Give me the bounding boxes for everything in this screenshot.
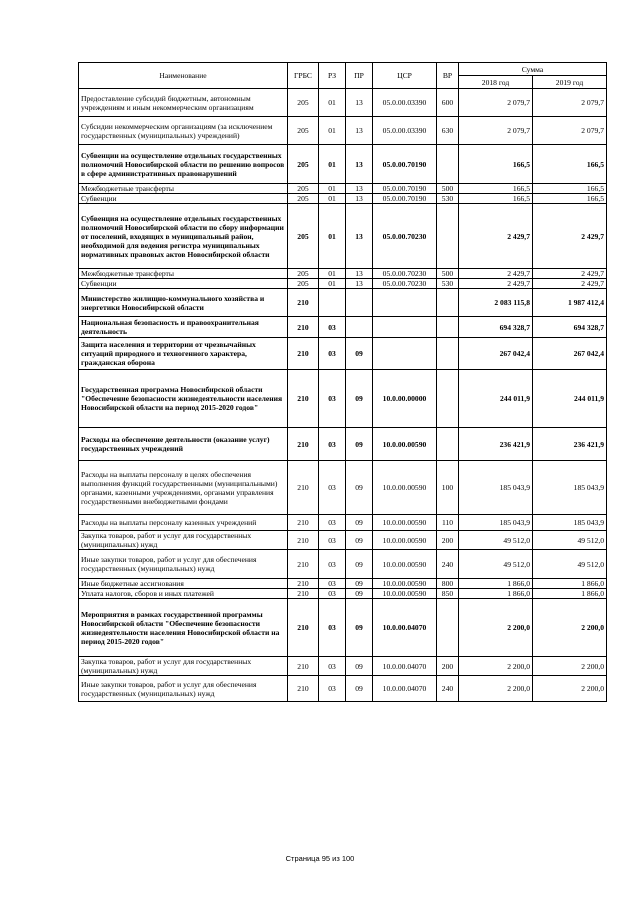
cell-pr: 13 <box>346 204 373 269</box>
cell-y2019: 694 328,7 <box>533 317 607 338</box>
cell-rz: 01 <box>319 279 346 289</box>
cell-pr: 09 <box>346 676 373 702</box>
cell-grbs: 210 <box>288 599 319 657</box>
cell-grbs: 210 <box>288 338 319 370</box>
cell-rz: 03 <box>319 657 346 676</box>
cell-name: Государственная программа Новосибирской области "Обеспечение безопасности жизнедеятельности населения Новосибирской области на период 2015-2020 годов" <box>79 370 288 428</box>
cell-name: Министерство жилищно-коммунального хозяйства и энергетики Новосибирской области <box>79 289 288 317</box>
cell-y2018: 2 200,0 <box>459 676 533 702</box>
cell-y2019: 2 079,7 <box>533 117 607 145</box>
cell-csr: 05.0.00.70190 <box>373 194 437 204</box>
cell-vr: 630 <box>437 117 459 145</box>
cell-pr: 13 <box>346 269 373 279</box>
cell-name: Предоставление субсидий бюджетным, автономным учреждениям и иным некоммерческим организациям <box>79 89 288 117</box>
cell-grbs: 210 <box>288 515 319 531</box>
cell-vr <box>437 428 459 461</box>
cell-vr: 110 <box>437 515 459 531</box>
table-row <box>79 428 607 461</box>
cell-pr: 13 <box>346 184 373 194</box>
header-pr: ПР <box>346 63 373 89</box>
cell-vr <box>437 338 459 370</box>
cell-csr: 05.0.00.03390 <box>373 89 437 117</box>
cell-csr: 05.0.00.03390 <box>373 117 437 145</box>
cell-pr: 09 <box>346 515 373 531</box>
cell-vr: 600 <box>437 89 459 117</box>
cell-vr: 200 <box>437 531 459 550</box>
cell-csr: 10.0.00.04070 <box>373 657 437 676</box>
cell-rz: 03 <box>319 589 346 599</box>
cell-grbs: 210 <box>288 370 319 428</box>
cell-grbs: 205 <box>288 145 319 184</box>
cell-name: Иные закупки товаров, работ и услуг для обеспечения государственных (муниципальных) нужд <box>79 550 288 579</box>
cell-y2019: 1 866,0 <box>533 579 607 589</box>
cell-pr: 13 <box>346 117 373 145</box>
cell-y2018: 49 512,0 <box>459 531 533 550</box>
table-row <box>79 269 607 279</box>
cell-vr: 500 <box>437 269 459 279</box>
cell-pr: 13 <box>346 89 373 117</box>
cell-rz <box>319 289 346 317</box>
cell-csr: 10.0.00.00590 <box>373 515 437 531</box>
cell-y2019: 185 043,9 <box>533 461 607 515</box>
cell-rz: 01 <box>319 194 346 204</box>
cell-vr: 800 <box>437 579 459 589</box>
cell-vr <box>437 289 459 317</box>
cell-csr: 05.0.00.70230 <box>373 269 437 279</box>
cell-csr: 05.0.00.70230 <box>373 204 437 269</box>
cell-y2019: 166,5 <box>533 194 607 204</box>
cell-vr: 240 <box>437 676 459 702</box>
cell-name: Закупка товаров, работ и услуг для государственных (муниципальных) нужд <box>79 657 288 676</box>
cell-grbs: 205 <box>288 89 319 117</box>
cell-name: Уплата налогов, сборов и иных платежей <box>79 589 288 599</box>
cell-y2018: 166,5 <box>459 194 533 204</box>
cell-y2018: 185 043,9 <box>459 461 533 515</box>
cell-y2018: 2 079,7 <box>459 117 533 145</box>
cell-y2018: 244 011,9 <box>459 370 533 428</box>
header-rz: РЗ <box>319 63 346 89</box>
table-row <box>79 515 607 531</box>
cell-y2019: 166,5 <box>533 145 607 184</box>
cell-csr: 10.0.00.04070 <box>373 599 437 657</box>
cell-y2018: 185 043,9 <box>459 515 533 531</box>
cell-y2019: 49 512,0 <box>533 531 607 550</box>
table-row <box>79 676 607 702</box>
table-row <box>79 599 607 657</box>
cell-name: Межбюджетные трансферты <box>79 184 288 194</box>
cell-name: Субвенция на осуществление отдельных государственных полномочий Новосибирской области по сбору информации от поселений, входящих в муниципальный район, необходимой для ведения регистра муниципальных нормативных правовых актов Новосибирской области <box>79 204 288 269</box>
cell-rz: 01 <box>319 89 346 117</box>
cell-y2019: 2 200,0 <box>533 676 607 702</box>
cell-y2019: 185 043,9 <box>533 515 607 531</box>
cell-name: Субсидии некоммерческим организациям (за исключением государственных (муниципальных) учреждений) <box>79 117 288 145</box>
cell-rz: 01 <box>319 145 346 184</box>
cell-y2018: 1 866,0 <box>459 589 533 599</box>
cell-name: Мероприятия в рамках государственной программы Новосибирской области "Обеспечение безопасности жизнедеятельности населения Новосибирской области на период 2015-2020 годов" <box>79 599 288 657</box>
cell-csr: 10.0.00.00590 <box>373 550 437 579</box>
table-row <box>79 579 607 589</box>
cell-vr: 100 <box>437 461 459 515</box>
cell-csr: 10.0.00.00590 <box>373 579 437 589</box>
cell-name: Расходы на обеспечение деятельности (оказание услуг) государственных учреждений <box>79 428 288 461</box>
cell-grbs: 205 <box>288 204 319 269</box>
cell-y2019: 166,5 <box>533 184 607 194</box>
cell-y2019: 2 200,0 <box>533 657 607 676</box>
cell-grbs: 210 <box>288 461 319 515</box>
cell-pr: 09 <box>346 338 373 370</box>
cell-y2019: 2 429,7 <box>533 204 607 269</box>
cell-y2018: 2 429,7 <box>459 279 533 289</box>
cell-pr: 13 <box>346 279 373 289</box>
table-row <box>79 550 607 579</box>
table-row <box>79 338 607 370</box>
cell-csr <box>373 338 437 370</box>
table-row <box>79 117 607 145</box>
cell-y2018: 694 328,7 <box>459 317 533 338</box>
cell-grbs: 210 <box>288 428 319 461</box>
header-2018: 2018 год <box>459 76 533 89</box>
cell-grbs: 205 <box>288 279 319 289</box>
cell-pr: 09 <box>346 428 373 461</box>
table-row <box>79 317 607 338</box>
cell-pr: 09 <box>346 370 373 428</box>
cell-y2019: 244 011,9 <box>533 370 607 428</box>
cell-rz: 03 <box>319 676 346 702</box>
table-row <box>79 184 607 194</box>
header-name: Наименование <box>79 63 288 89</box>
cell-name: Межбюджетные трансферты <box>79 269 288 279</box>
header-2019: 2019 год <box>533 76 607 89</box>
cell-y2018: 49 512,0 <box>459 550 533 579</box>
cell-csr: 05.0.00.70190 <box>373 184 437 194</box>
cell-pr: 09 <box>346 657 373 676</box>
cell-rz: 03 <box>319 428 346 461</box>
cell-y2018: 166,5 <box>459 145 533 184</box>
cell-y2018: 2 429,7 <box>459 204 533 269</box>
header-csr: ЦСР <box>373 63 437 89</box>
cell-name: Иные бюджетные ассигнования <box>79 579 288 589</box>
cell-vr: 850 <box>437 589 459 599</box>
cell-grbs: 205 <box>288 184 319 194</box>
table-row <box>79 657 607 676</box>
cell-grbs: 210 <box>288 579 319 589</box>
cell-y2018: 2 429,7 <box>459 269 533 279</box>
cell-name: Защита населения и территории от чрезвычайных ситуаций природного и техногенного характера, гражданская оборона <box>79 338 288 370</box>
cell-y2019: 1 987 412,4 <box>533 289 607 317</box>
cell-vr: 200 <box>437 657 459 676</box>
cell-rz: 03 <box>319 550 346 579</box>
cell-pr: 09 <box>346 589 373 599</box>
cell-y2018: 166,5 <box>459 184 533 194</box>
cell-rz: 03 <box>319 579 346 589</box>
table-row <box>79 589 607 599</box>
cell-rz: 03 <box>319 515 346 531</box>
cell-rz: 01 <box>319 204 346 269</box>
cell-y2019: 49 512,0 <box>533 550 607 579</box>
cell-rz: 01 <box>319 117 346 145</box>
cell-csr: 10.0.00.00590 <box>373 461 437 515</box>
cell-csr: 10.0.00.00000 <box>373 370 437 428</box>
budget-table <box>78 62 607 702</box>
cell-csr: 10.0.00.00590 <box>373 589 437 599</box>
cell-y2019: 2 429,7 <box>533 279 607 289</box>
cell-vr <box>437 599 459 657</box>
cell-y2019: 2 079,7 <box>533 89 607 117</box>
cell-csr: 05.0.00.70230 <box>373 279 437 289</box>
cell-y2019: 267 042,4 <box>533 338 607 370</box>
cell-name: Субвенции на осуществление отдельных государственных полномочий Новосибирской области по решению вопросов в сфере административных правонарушений <box>79 145 288 184</box>
cell-vr: 530 <box>437 279 459 289</box>
cell-y2019: 1 866,0 <box>533 589 607 599</box>
cell-grbs: 205 <box>288 269 319 279</box>
cell-grbs: 210 <box>288 317 319 338</box>
table-body <box>79 89 607 702</box>
cell-pr <box>346 317 373 338</box>
cell-csr: 10.0.00.00590 <box>373 531 437 550</box>
cell-name: Национальная безопасность и правоохранительная деятельность <box>79 317 288 338</box>
cell-csr: 05.0.00.70190 <box>373 145 437 184</box>
header-grbs: ГРБС <box>288 63 319 89</box>
page-number: Страница 95 из 100 <box>285 854 355 863</box>
cell-vr <box>437 317 459 338</box>
cell-y2018: 2 079,7 <box>459 89 533 117</box>
table-row <box>79 289 607 317</box>
cell-rz: 03 <box>319 461 346 515</box>
cell-y2018: 1 866,0 <box>459 579 533 589</box>
cell-rz: 03 <box>319 531 346 550</box>
cell-csr: 10.0.00.00590 <box>373 428 437 461</box>
cell-grbs: 210 <box>288 676 319 702</box>
cell-pr: 13 <box>346 145 373 184</box>
cell-csr <box>373 289 437 317</box>
cell-csr: 10.0.00.04070 <box>373 676 437 702</box>
cell-grbs: 205 <box>288 117 319 145</box>
cell-pr <box>346 289 373 317</box>
cell-vr: 240 <box>437 550 459 579</box>
cell-grbs: 210 <box>288 657 319 676</box>
cell-pr: 13 <box>346 194 373 204</box>
cell-y2018: 267 042,4 <box>459 338 533 370</box>
table-row <box>79 145 607 184</box>
cell-name: Закупка товаров, работ и услуг для государственных (муниципальных) нужд <box>79 531 288 550</box>
cell-pr: 09 <box>346 531 373 550</box>
cell-vr <box>437 145 459 184</box>
cell-rz: 03 <box>319 370 346 428</box>
cell-y2018: 2 200,0 <box>459 599 533 657</box>
table-row <box>79 531 607 550</box>
cell-vr <box>437 204 459 269</box>
cell-y2018: 2 083 115,8 <box>459 289 533 317</box>
cell-grbs: 210 <box>288 289 319 317</box>
cell-grbs: 205 <box>288 194 319 204</box>
cell-name: Субвенции <box>79 279 288 289</box>
cell-vr: 530 <box>437 194 459 204</box>
cell-y2018: 236 421,9 <box>459 428 533 461</box>
cell-csr <box>373 317 437 338</box>
cell-y2018: 2 200,0 <box>459 657 533 676</box>
table-row <box>79 461 607 515</box>
cell-pr: 09 <box>346 550 373 579</box>
cell-pr: 09 <box>346 461 373 515</box>
cell-name: Расходы на выплаты персоналу казенных учреждений <box>79 515 288 531</box>
table-row <box>79 279 607 289</box>
cell-grbs: 210 <box>288 550 319 579</box>
cell-rz: 03 <box>319 338 346 370</box>
cell-rz: 03 <box>319 599 346 657</box>
table-row <box>79 370 607 428</box>
table-row <box>79 194 607 204</box>
header-sum: Сумма <box>459 63 607 76</box>
cell-y2019: 236 421,9 <box>533 428 607 461</box>
cell-vr: 500 <box>437 184 459 194</box>
cell-rz: 01 <box>319 184 346 194</box>
cell-pr: 09 <box>346 599 373 657</box>
cell-grbs: 210 <box>288 531 319 550</box>
table-row <box>79 204 607 269</box>
cell-name: Расходы на выплаты персоналу в целях обеспечения выполнения функций государственными (муниципальными) органами, казенными учреждениями, органами управления государственными внебюджетными фондами <box>79 461 288 515</box>
cell-y2019: 2 429,7 <box>533 269 607 279</box>
cell-name: Иные закупки товаров, работ и услуг для обеспечения государственных (муниципальных) нужд <box>79 676 288 702</box>
cell-grbs: 210 <box>288 589 319 599</box>
cell-rz: 03 <box>319 317 346 338</box>
cell-pr: 09 <box>346 579 373 589</box>
cell-y2019: 2 200,0 <box>533 599 607 657</box>
cell-vr <box>437 370 459 428</box>
cell-rz: 01 <box>319 269 346 279</box>
cell-name: Субвенции <box>79 194 288 204</box>
header-vr: ВР <box>437 63 459 89</box>
table-row <box>79 89 607 117</box>
